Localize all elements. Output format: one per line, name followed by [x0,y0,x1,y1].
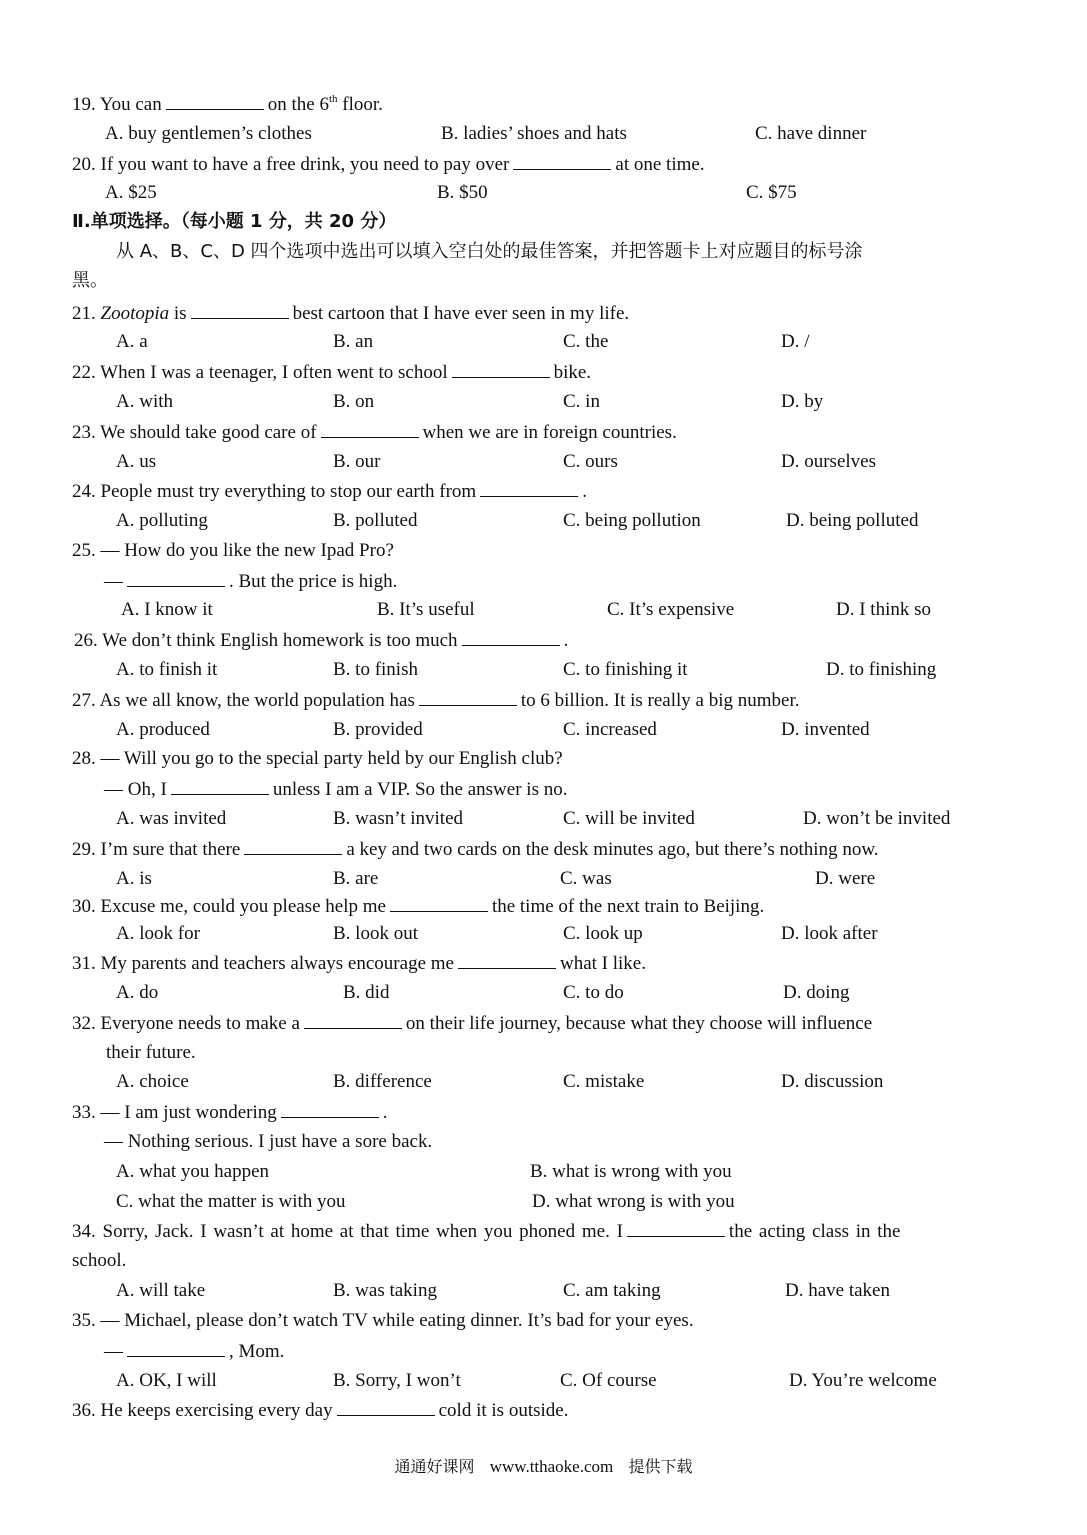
option-b: B. difference [333,1071,432,1092]
option-c: C. what the matter is with you [116,1191,346,1212]
option-d: D. invented [781,719,870,740]
option-a: A. buy gentlemen’s clothes [105,123,312,144]
option-d: D. / [781,331,810,352]
section-instructions: 从 A、B、C、D 四个选项中选出可以填入空白处的最佳答案，并把答题卡上对应题目的标号涂 [116,241,863,262]
option-a: A. was invited [116,808,227,829]
answer-blank [480,479,578,497]
option-c: C. have dinner [755,123,867,144]
option-c: C. $75 [746,182,797,203]
answer-blank [513,152,611,170]
answer-blank [390,894,488,912]
question-33: 33. — I am just wondering . [72,1102,388,1123]
option-a: A. polluting [116,510,208,531]
answer-blank [304,1011,402,1029]
option-d: D. being polluted [786,510,919,531]
option-d: D. won’t be invited [803,808,951,829]
question-26: 26. We don’t think English homework is too much . [74,630,569,651]
answer-blank [321,420,419,438]
page-footer [0,1454,1087,1477]
question-35-response: — , Mom. [104,1341,285,1362]
footer-site-name: 通通好课网 [394,1457,475,1476]
option-c: C. look up [563,923,643,944]
question-35: 35. — Michael, please don’t watch TV while eating dinner. It’s bad for your eyes. [72,1310,694,1331]
answer-blank [244,837,342,855]
option-c: C. will be invited [563,808,695,829]
option-b: B. look out [333,923,418,944]
option-a: A. OK, I will [116,1370,217,1391]
option-d: D. I think so [836,599,931,620]
answer-blank [337,1398,435,1416]
option-a: A. $25 [105,182,157,203]
question-32: 32. Everyone needs to make a on their life journey, because what they choose will influence [72,1013,873,1034]
option-c: C. was [560,868,612,889]
option-c: C. to finishing it [563,659,688,680]
question-21: 21. Zootopia is best cartoon that I have ever seen in my life. [72,303,630,324]
option-a: A. will take [116,1280,206,1301]
option-d: D. doing [783,982,850,1003]
option-c: C. increased [563,719,657,740]
option-d: D. what wrong is with you [532,1191,735,1212]
answer-blank [166,92,264,110]
question-25-response: — . But the price is high. [104,571,398,592]
question-23: 23. We should take good care of when we are in foreign countries. [72,422,677,443]
option-a: A. what you happen [116,1161,270,1182]
option-d: D. by [781,391,824,412]
answer-blank [127,1339,225,1357]
option-b: B. $50 [437,182,488,203]
option-c: C. in [563,391,600,412]
question-33-response: — Nothing serious. I just have a sore back. [104,1131,433,1152]
option-d: D. look after [781,923,878,944]
option-c: C. the [563,331,609,352]
option-b: B. our [333,451,381,472]
option-b: B. are [333,868,379,889]
answer-blank [171,777,269,795]
option-b: B. what is wrong with you [530,1161,732,1182]
option-a: A. look for [116,923,200,944]
footer-url[interactable]: www.tthaoke.com [489,1457,614,1476]
question-27: 27. As we all know, the world population has to 6 billion. It is really a big number. [72,690,800,711]
question-32-cont: their future. [106,1042,196,1063]
option-c: C. It’s expensive [607,599,735,620]
question-28-response: — Oh, I unless I am a VIP. So the answer is no. [104,779,568,800]
question-28: 28. — Will you go to the special party held by our English club? [72,748,563,769]
question-20: 20. If you want to have a free drink, you need to pay over at one time. [72,154,705,175]
question-29: 29. I’m sure that there a key and two cards on the desk minutes ago, but there’s nothing now. [72,839,879,860]
answer-blank [452,360,550,378]
option-b: B. polluted [333,510,418,531]
question-36: 36. He keeps exercising every day cold it is outside. [72,1400,569,1421]
answer-blank [191,301,289,319]
option-a: A. a [116,331,148,352]
answer-blank [419,688,517,706]
option-a: A. do [116,982,159,1003]
option-b: B. on [333,391,375,412]
option-a: A. is [116,868,152,889]
option-c: C. ours [563,451,618,472]
option-b: B. was taking [333,1280,437,1301]
option-c: C. am taking [563,1280,661,1301]
question-24: 24. People must try everything to stop our earth from . [72,481,587,502]
answer-blank [627,1219,725,1237]
option-a: A. with [116,391,173,412]
question-34: 34. Sorry, Jack. I wasn’t at home at that time when you phoned me. I the acting class in the [72,1221,901,1242]
option-d: D. have taken [785,1280,890,1301]
question-19: 19. You can on the 6th floor. [72,93,383,115]
question-34-cont: school. [72,1250,127,1271]
option-c: C. being pollution [563,510,701,531]
answer-blank [458,951,556,969]
question-30: 30. Excuse me, could you please help me the time of the next train to Beijing. [72,896,765,917]
section-title: Ⅱ.单项选择。（每小题 1 分，共 20 分） [72,211,397,232]
option-d: D. You’re welcome [789,1370,937,1391]
option-a: A. choice [116,1071,189,1092]
option-c: C. to do [563,982,624,1003]
option-b: B. did [343,982,390,1003]
question-22: 22. When I was a teenager, I often went to school bike. [72,362,592,383]
option-d: D. to finishing [826,659,937,680]
answer-blank [462,628,560,646]
answer-blank [127,569,225,587]
option-b: B. an [333,331,374,352]
footer-download-text: 提供下载 [628,1457,693,1476]
option-c: C. mistake [563,1071,645,1092]
answer-blank [281,1100,379,1118]
option-d: D. were [815,868,876,889]
option-b: B. ladies’ shoes and hats [441,123,627,144]
option-d: D. ourselves [781,451,876,472]
option-b: B. provided [333,719,423,740]
option-b: B. Sorry, I won’t [333,1370,461,1391]
option-a: A. produced [116,719,210,740]
option-b: B. It’s useful [377,599,475,620]
question-25: 25. — How do you like the new Ipad Pro? [72,540,394,561]
option-b: B. wasn’t invited [333,808,464,829]
option-a: A. to finish it [116,659,218,680]
option-a: A. us [116,451,157,472]
option-d: D. discussion [781,1071,884,1092]
section-instructions-cont: 黑。 [72,270,108,291]
option-c: C. Of course [560,1370,657,1391]
option-a: A. I know it [121,599,213,620]
option-b: B. to finish [333,659,418,680]
question-31: 31. My parents and teachers always encourage me what I like. [72,953,646,974]
